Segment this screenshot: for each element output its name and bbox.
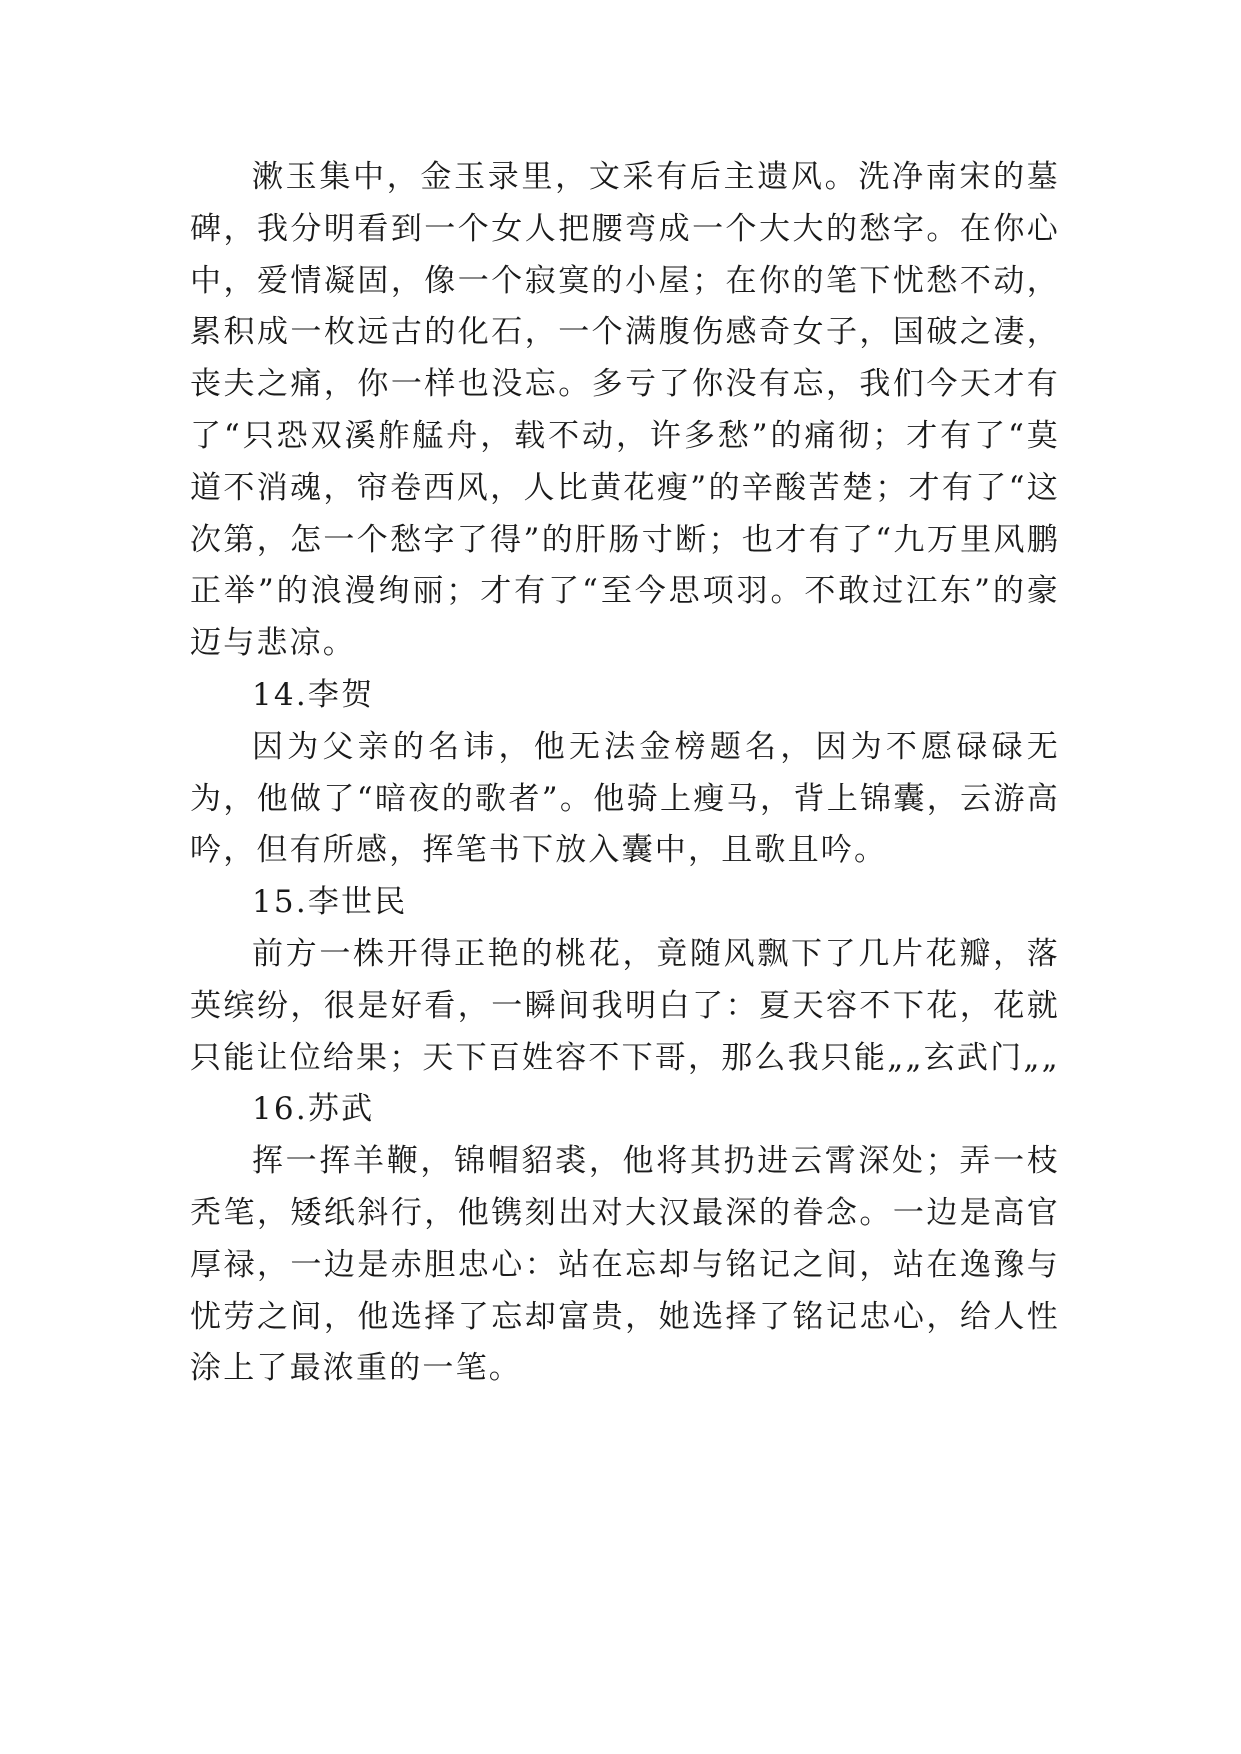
- section-heading-li-shimin: 15.李世民: [252, 884, 408, 921]
- section-heading-su-wu: 16.苏武: [252, 1091, 375, 1128]
- document-body: [190, 152, 1060, 1395]
- paragraph-li-qingzhao: 漱玉集中，金玉录里，文采有后主遗风。洗净南宋的墓碑，我分明看到一个女人把腰弯成一个大大的愁字。在你心中，爱情凝固，像一个寂寞的小屋；在你的笔下忧愁不动，累积成一枚远古的化石，一个满腹伤感奇女子，国破之凄，丧夫之痛，你一样也没忘。多亏了你没有忘，我们今天才有了“只恐双溪舴艋舟，载不动，许多愁”的痛彻；才有了“莫道不消魂，帘卷西风，人比黄花瘦”的辛酸苦楚；才有了“这次第，怎一个愁字了得”的肝肠寸断；也才有了“九万里风鹏正举”的浪漫绚丽；才有了“至今思项羽。不敢过江东”的豪迈与悲凉。: [190, 159, 1060, 662]
- paragraph-su-wu: 挥一挥羊鞭，锦帽貂裘，他将其扔进云霄深处；弄一枝秃笔，矮纸斜行，他镌刻出对大汉最深的眷念。一边是高官厚禄，一边是赤胆忠心：站在忘却与铭记之间，站在逸豫与忧劳之间，他选择了忘却富贵，她选择了铭记忠心，给人性涂上了最浓重的一笔。: [190, 1143, 1060, 1387]
- section-heading-li-he: 14.李贺: [252, 676, 375, 713]
- paragraph-li-he: 因为父亲的名讳，他无法金榜题名，因为不愿碌碌无为，他做了“暗夜的歌者”。他骑上瘦马，背上锦囊，云游高吟，但有所感，挥笔书下放入囊中，且歌且吟。: [190, 728, 1060, 869]
- paragraph-li-shimin: 前方一株开得正艳的桃花，竟随风飘下了几片花瓣，落英缤纷，很是好看，一瞬间我明白了：夏天容不下花，花就只能让位给果；天下百姓容不下哥，那么我只能„„玄武门„„: [190, 935, 1060, 1076]
